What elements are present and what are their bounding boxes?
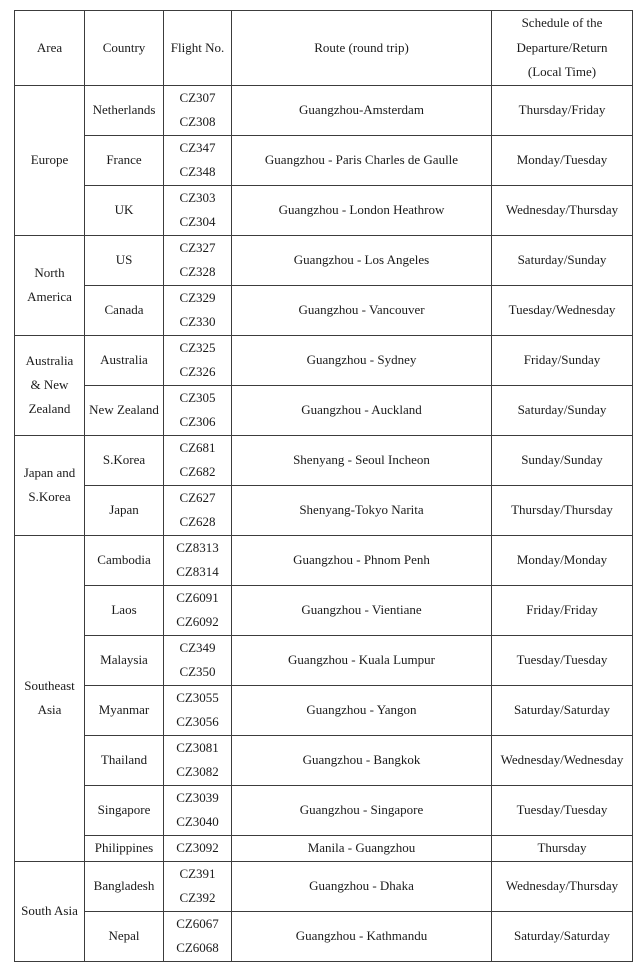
flight-number: CZ326: [179, 364, 216, 379]
header-schedule: [492, 11, 633, 86]
table-row: [15, 785, 633, 835]
route-cell: Guangzhou - Vientiane: [232, 585, 492, 635]
flight-no-cell: [164, 835, 232, 861]
schedule-cell: Monday/Tuesday: [492, 135, 633, 185]
area-label-line: S.Korea: [28, 489, 71, 504]
schedule-cell: Saturday/Sunday: [492, 235, 633, 285]
flight-no-cell: [164, 635, 232, 685]
flight-number: CZ682: [179, 464, 216, 479]
flight-number: CZ391: [179, 865, 216, 881]
table-row: [15, 435, 633, 485]
schedule-cell: Monday/Monday: [492, 535, 633, 585]
country-cell: Nepal: [85, 911, 164, 961]
route-cell: Guangzhou - Phnom Penh: [232, 535, 492, 585]
table-row: [15, 635, 633, 685]
table-row: [15, 385, 633, 435]
flight-no-cell: [164, 585, 232, 635]
header-schedule-line: Departure/Return: [516, 39, 608, 55]
flight-no-cell: [164, 735, 232, 785]
flight-number: CZ347: [179, 139, 216, 155]
header-route: Route (round trip): [232, 11, 492, 86]
flight-no-cell: [164, 861, 232, 911]
flight-number: CZ392: [179, 890, 216, 905]
flight-schedule-table: [14, 10, 633, 962]
area-label-line: Southeast: [24, 678, 75, 693]
area-label-line: South Asia: [21, 903, 78, 918]
flight-no-cell: [164, 435, 232, 485]
country-cell: UK: [85, 185, 164, 235]
flight-number: CZ3056: [176, 714, 219, 729]
table-row: [15, 85, 633, 135]
flight-no-cell: [164, 535, 232, 585]
flight-number: CZ3081: [176, 739, 219, 755]
table-row: [15, 535, 633, 585]
header-flight-no: Flight No.: [164, 11, 232, 86]
flight-number: CZ328: [179, 264, 216, 279]
table-row: [15, 135, 633, 185]
flight-no-cell: [164, 135, 232, 185]
country-cell: Canada: [85, 285, 164, 335]
flight-no-cell: [164, 385, 232, 435]
flight-number: CZ6068: [176, 940, 219, 955]
table-row: [15, 235, 633, 285]
schedule-cell: Wednesday/Thursday: [492, 861, 633, 911]
flight-no-cell: [164, 235, 232, 285]
flight-number: CZ6067: [176, 915, 219, 931]
country-cell: Thailand: [85, 735, 164, 785]
table-row: [15, 835, 633, 861]
schedule-cell: Thursday/Thursday: [492, 485, 633, 535]
flight-no-cell: [164, 85, 232, 135]
flight-number: CZ628: [179, 514, 216, 529]
route-cell: Guangzhou - Sydney: [232, 335, 492, 385]
route-cell: Guangzhou-Amsterdam: [232, 85, 492, 135]
area-label-line: Zealand: [28, 401, 71, 416]
schedule-cell: Wednesday/Wednesday: [492, 735, 633, 785]
area-label-line: Asia: [37, 702, 62, 717]
area-cell: [15, 435, 85, 535]
flight-schedule-document: [14, 10, 633, 962]
table-row: [15, 585, 633, 635]
schedule-cell: Friday/Sunday: [492, 335, 633, 385]
flight-number: CZ327: [179, 239, 216, 255]
country-cell: Japan: [85, 485, 164, 535]
flight-no-cell: [164, 185, 232, 235]
flight-no-cell: [164, 685, 232, 735]
flight-number: CZ306: [179, 414, 216, 429]
flight-number: CZ329: [179, 289, 216, 305]
flight-number: CZ627: [179, 489, 216, 505]
flight-number: CZ8314: [176, 564, 219, 579]
area-cell: [15, 535, 85, 861]
schedule-cell: Saturday/Saturday: [492, 685, 633, 735]
flight-number: CZ6091: [176, 589, 219, 605]
table-row: [15, 185, 633, 235]
country-cell: France: [85, 135, 164, 185]
flight-number: CZ6092: [176, 614, 219, 629]
country-cell: S.Korea: [85, 435, 164, 485]
route-cell: Guangzhou - Auckland: [232, 385, 492, 435]
area-cell: [15, 335, 85, 435]
table-row: [15, 685, 633, 735]
country-cell: Myanmar: [85, 685, 164, 735]
flight-number: CZ3055: [176, 689, 219, 705]
flight-number: CZ3082: [176, 764, 219, 779]
area-label-line: & New: [30, 377, 69, 392]
route-cell: Shenyang - Seoul Incheon: [232, 435, 492, 485]
header-country: Country: [85, 11, 164, 86]
country-cell: Bangladesh: [85, 861, 164, 911]
country-cell: Cambodia: [85, 535, 164, 585]
flight-no-cell: [164, 485, 232, 535]
flight-number: CZ325: [179, 339, 216, 355]
area-label-line: America: [27, 289, 72, 304]
area-cell: [15, 85, 85, 235]
country-cell: US: [85, 235, 164, 285]
route-cell: Guangzhou - Yangon: [232, 685, 492, 735]
area-cell: [15, 861, 85, 961]
table-row: [15, 485, 633, 535]
country-cell: Philippines: [85, 835, 164, 861]
schedule-cell: Saturday/Saturday: [492, 911, 633, 961]
flight-number: CZ3040: [176, 814, 219, 829]
table-row: [15, 285, 633, 335]
route-cell: Guangzhou - Kathmandu: [232, 911, 492, 961]
flight-number: CZ681: [179, 439, 216, 455]
area-label-line: Australia: [25, 353, 74, 368]
route-cell: Guangzhou - Los Angeles: [232, 235, 492, 285]
schedule-cell: Thursday: [492, 835, 633, 861]
route-cell: Guangzhou - Dhaka: [232, 861, 492, 911]
flight-number: CZ8313: [176, 539, 219, 555]
flight-no-cell: [164, 285, 232, 335]
flight-number: CZ303: [179, 189, 216, 205]
header-schedule-line: (Local Time): [527, 64, 597, 79]
area-label-line: North: [34, 265, 65, 280]
route-cell: Guangzhou - Vancouver: [232, 285, 492, 335]
header-row: [15, 11, 633, 86]
route-cell: Manila - Guangzhou: [232, 835, 492, 861]
country-cell: Singapore: [85, 785, 164, 835]
table-row: [15, 911, 633, 961]
route-cell: Guangzhou - Singapore: [232, 785, 492, 835]
table-row: [15, 335, 633, 385]
table-row: [15, 861, 633, 911]
flight-number: CZ307: [179, 89, 216, 105]
flight-no-cell: [164, 785, 232, 835]
flight-number: CZ348: [179, 164, 216, 179]
country-cell: Australia: [85, 335, 164, 385]
country-cell: Netherlands: [85, 85, 164, 135]
flight-number: CZ350: [179, 664, 216, 679]
header-schedule-line: Schedule of the: [521, 15, 603, 30]
flight-number: CZ349: [179, 639, 216, 655]
flight-number: CZ3039: [176, 789, 219, 805]
flight-number: CZ330: [179, 314, 216, 329]
schedule-cell: Wednesday/Thursday: [492, 185, 633, 235]
route-cell: Guangzhou - Bangkok: [232, 735, 492, 785]
schedule-cell: Sunday/Sunday: [492, 435, 633, 485]
flight-number: CZ304: [179, 214, 216, 229]
schedule-cell: Tuesday/Tuesday: [492, 635, 633, 685]
area-label-line: Europe: [30, 152, 69, 167]
flight-number: CZ308: [179, 114, 216, 129]
header-area: Area: [15, 11, 85, 86]
schedule-cell: Tuesday/Tuesday: [492, 785, 633, 835]
country-cell: Laos: [85, 585, 164, 635]
flight-no-cell: [164, 911, 232, 961]
route-cell: Shenyang-Tokyo Narita: [232, 485, 492, 535]
route-cell: Guangzhou - Paris Charles de Gaulle: [232, 135, 492, 185]
route-cell: Guangzhou - London Heathrow: [232, 185, 492, 235]
flight-number: CZ3092: [176, 839, 219, 855]
schedule-cell: Saturday/Sunday: [492, 385, 633, 435]
route-cell: Guangzhou - Kuala Lumpur: [232, 635, 492, 685]
country-cell: New Zealand: [85, 385, 164, 435]
table-row: [15, 735, 633, 785]
schedule-cell: Thursday/Friday: [492, 85, 633, 135]
flight-number: CZ305: [179, 389, 216, 405]
schedule-cell: Tuesday/Wednesday: [492, 285, 633, 335]
flight-no-cell: [164, 335, 232, 385]
area-label-line: Japan and: [23, 465, 76, 480]
country-cell: Malaysia: [85, 635, 164, 685]
schedule-cell: Friday/Friday: [492, 585, 633, 635]
area-cell: [15, 235, 85, 335]
